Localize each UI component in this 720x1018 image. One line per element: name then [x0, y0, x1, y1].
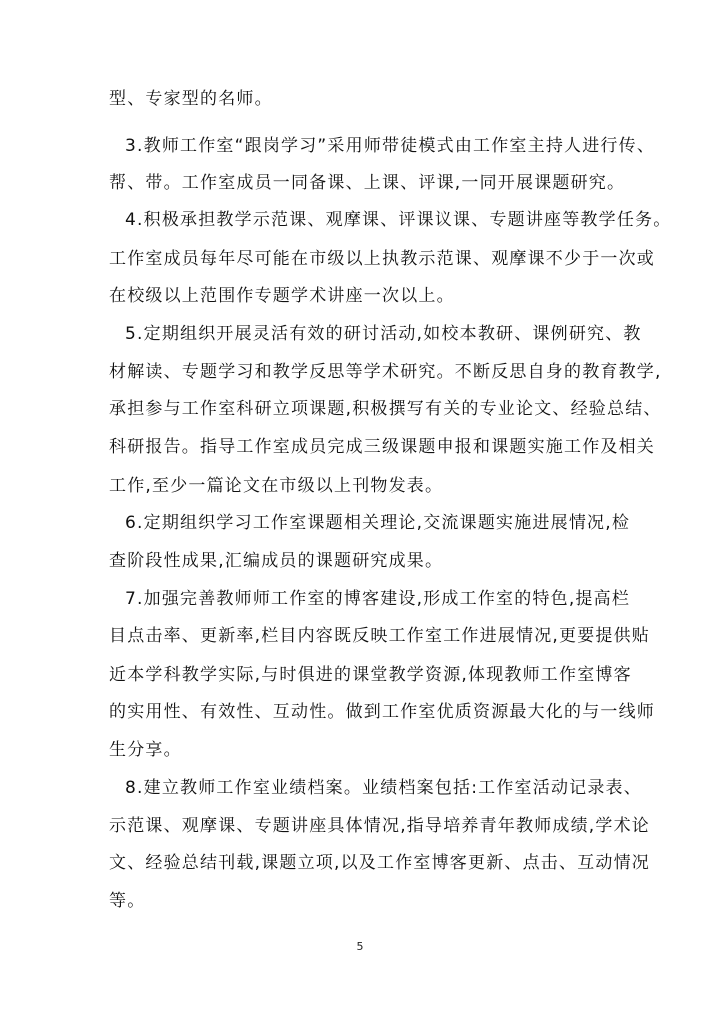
text-line: 帮、带。工作室成员一同备课、上课、评课,一同开展课题研究。	[109, 173, 626, 193]
text-line: 在校级以上范围作专题学术讲座一次以上。	[109, 286, 455, 306]
text-line: 文、经验总结刊载,课题立项,以及工作室博客更新、点击、互动情况	[109, 853, 651, 873]
text-line: 6.定期组织学习工作室课题相关理论,交流课题实施进展情况,检	[125, 513, 631, 533]
text-line: 生分享。	[109, 740, 182, 760]
text-line: 4.积极承担教学示范课、观摩课、评课议课、专题讲座等教学任务。	[125, 210, 672, 230]
text-line: 3.教师工作室“跟岗学习”采用师带徒模式由工作室主持人进行传、	[125, 136, 656, 156]
text-line: 等。	[109, 891, 146, 911]
text-line: 工作室成员每年尽可能在市级以上执教示范课、观摩课不少于一次或	[109, 249, 655, 269]
text-line: 科研报告。指导工作室成员完成三级课题申报和课题实施工作及相关	[109, 437, 655, 457]
text-line: 型、专家型的名师。	[109, 89, 273, 109]
text-line: 承担参与工作室科研立项课题,积极撰写有关的专业论文、经验总结、	[109, 399, 662, 419]
text-line: 工作,至少一篇论文在市级以上刊物发表。	[109, 476, 444, 496]
text-line: 近本学科教学实际,与时俱进的课堂教学资源,体现教师工作室博客	[109, 665, 632, 685]
text-line: 7.加强完善教师师工作室的博客建设,形成工作室的特色,提高栏	[125, 589, 631, 609]
text-line: 查阶段性成果,汇编成员的课题研究成果。	[109, 551, 444, 571]
page-number: 5	[356, 940, 364, 953]
text-line: 示范课、观摩课、专题讲座具体情况,指导培养青年教师成绩,学术论	[109, 816, 651, 836]
text-line: 材解读、专题学习和教学反思等学术研究。不断反思自身的教育教学,	[109, 362, 662, 382]
text-line: 5.定期组织开展灵活有效的研讨活动,如校本教研、课例研究、教	[125, 324, 642, 344]
text-line: 8.建立教师工作室业绩档案。业绩档案包括:工作室活动记录表、	[125, 778, 642, 798]
text-line: 的实用性、有效性、互动性。做到工作室优质资源最大化的与一线师	[109, 702, 655, 722]
text-line: 目点击率、更新率,栏目内容既反映工作室工作进展情况,更要提供贴	[109, 626, 651, 646]
